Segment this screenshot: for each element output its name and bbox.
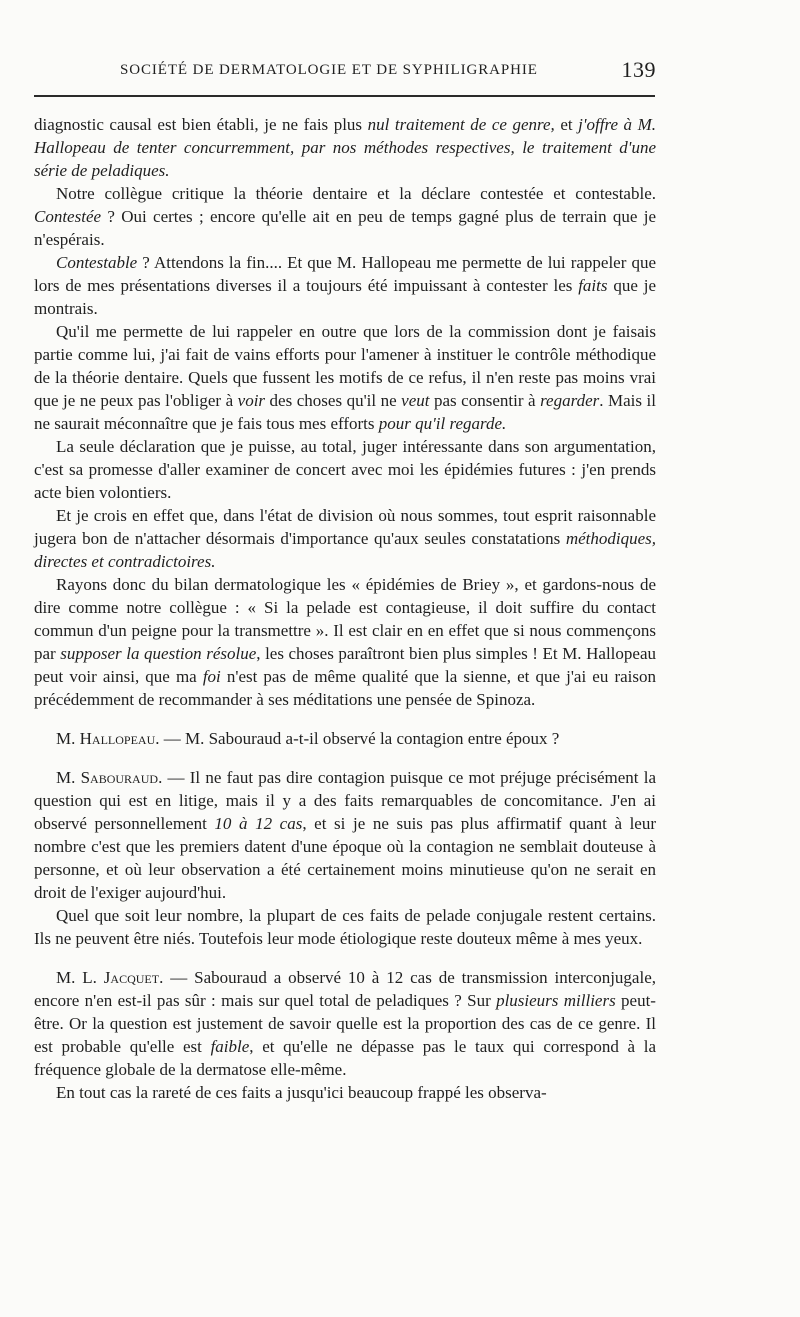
italic-text: faible: [210, 1037, 250, 1056]
text-run: pas consentir à: [429, 391, 541, 410]
paragraph: [34, 573, 656, 711]
text-run: En tout cas la rareté de ces faits a jusqu'ici beaucoup frappé les observa-: [56, 1083, 547, 1102]
speaker-name: Jacquet: [103, 968, 160, 987]
text-run: . — M. Sabouraud a-t-il observé la contagion entre époux ?: [155, 729, 560, 748]
italic-text: veut: [401, 391, 430, 410]
text-run: . Mais il ne saurait méconnaître que je fais tous mes efforts: [34, 391, 656, 433]
paragraph: [34, 182, 656, 251]
text-run: , les choses paraîtront bien plus simples ! Et M. Hallopeau peut voir ainsi, que ma: [34, 644, 656, 686]
italic-text: méthodiques, directes et contradictoires.: [34, 529, 656, 571]
text-run: . — Il ne faut pas dire contagion puisque ce mot préjuge précisément la question qui est en litige, mais il y a des faits remarquables de concomitance. J'en ai observé personnellement: [34, 768, 656, 833]
text-run: que je montrais.: [34, 276, 656, 318]
text-run: M.: [56, 729, 80, 748]
text-run: des choses qu'il ne: [265, 391, 402, 410]
paragraph: [34, 435, 656, 504]
paragraph: [34, 966, 656, 1081]
italic-text: faits: [578, 276, 608, 295]
paragraph: [34, 320, 656, 435]
text-run: diagnostic causal est bien établi, je ne fais plus: [34, 115, 368, 134]
paragraph: [34, 766, 656, 904]
italic-text: supposer la question résolue: [60, 644, 257, 663]
text-run: n'est pas de même qualité que la sienne, et que j'ai eu raison précédemment de recommander à ses méditations une pensée de Spinoza.: [34, 667, 656, 709]
speaker-name: Hallopeau: [79, 729, 156, 748]
text-run: , et si je ne suis pas plus affirmatif quant à leur nombre c'est que les premiers datent d'une époque où la contagion ne semblait douteuse à personne, et où leur observation a été certainement moins minutieuse qu'on ne serait en droit de l'exiger aujourd'hui.: [34, 814, 657, 902]
speaker-name: Sabouraud: [80, 768, 159, 787]
text-run: Et je crois en effet que, dans l'état de division où nous sommes, tout esprit raisonnable jugera bon de n'attacher désormais d'importance qu'aux seules constatations: [34, 506, 656, 548]
text-run: Rayons donc du bilan dermatologique les « épidémies de Briey », et gardons-nous de dire comme notre collègue : « Si la pelade est contagieuse, il doit suffire du contact commun d'un peigne pour la transmettre ». Il est clair en en effet que si nous commençons par: [34, 575, 656, 663]
text-run: ? Attendons la fin.... Et que M. Hallopeau me permette de lui rappeler que lors de mes présentations diverses il a toujours été impuissant à contester les: [34, 253, 656, 295]
italic-text: voir: [237, 391, 266, 410]
text-run: La seule déclaration que je puisse, au total, juger intéressante dans son argumentation, c'est sa promesse d'aller examiner de concert avec moi les épidémies futures : j'en prends acte bien volontiers.: [34, 437, 656, 502]
body-text: [34, 113, 656, 1104]
text-run: Quel que soit leur nombre, la plupart de ces faits de pelade conjugale restent certains. Ils ne peuvent être niés. Toutefois leur mode étiologique reste douteux même à mes yeux.: [34, 906, 656, 948]
italic-text: Contestable: [56, 253, 138, 272]
paragraph: [34, 727, 656, 750]
text-run: M.: [56, 768, 81, 787]
running-title: SOCIÉTÉ DE DERMATOLOGIE ET DE SYPHILIGRAPHIE: [120, 62, 538, 78]
paragraph: [34, 504, 656, 573]
italic-text: plusieurs milliers: [496, 991, 616, 1010]
italic-text: foi: [202, 667, 221, 686]
italic-text: nul traitement de ce genre,: [367, 115, 555, 134]
paragraph: [34, 904, 656, 950]
page-header: [34, 57, 656, 90]
text-run: Qu'il me permette de lui rappeler en outre que lors de la commission dont je faisais partie comme lui, j'ai fait de vains efforts pour l'amener à instituer le contrôle méthodique de la théorie dentaire. Quels que fussent les motifs de ce refus, il n'en reste pas moins vrai que je ne peux pas l'obliger à: [34, 322, 656, 410]
text-run: peut-être. Or la question est justement de savoir quelle est la proportion des cas de ce genre. Il est probable qu'elle est: [34, 991, 656, 1056]
page-number: 139: [621, 57, 656, 82]
paragraph: [34, 251, 656, 320]
italic-text: pour qu'il regarde.: [378, 414, 507, 433]
italic-text: regarder: [540, 391, 600, 410]
text-run: . — Sabouraud a observé 10 à 12 cas de transmission interconjugale, encore n'en est-il pas sûr : mais sur quel total de peladiques ? Sur: [34, 968, 657, 1010]
paragraph: [34, 113, 656, 182]
header-rule: [34, 95, 655, 97]
italic-text: 10 à 12 cas: [214, 814, 303, 833]
italic-text: j'offre à M. Hallopeau de tenter concurremment, par nos méthodes respectives, le traitement d'une série de peladiques.: [34, 115, 656, 180]
text-run: Notre collègue critique la théorie dentaire et la déclare contestée et contestable.: [56, 184, 656, 203]
paragraph: [34, 1081, 656, 1104]
italic-text: Contestée: [34, 207, 102, 226]
text-run: M. L.: [56, 968, 104, 987]
text-run: ? Oui certes ; encore qu'elle ait en peu de temps gagné plus de terrain que je n'espérais.: [34, 207, 656, 249]
text-run: et: [554, 115, 579, 134]
text-run: , et qu'elle ne dépasse pas le taux qui correspond à la fréquence globale de la dermatose elle-même.: [34, 1037, 657, 1079]
